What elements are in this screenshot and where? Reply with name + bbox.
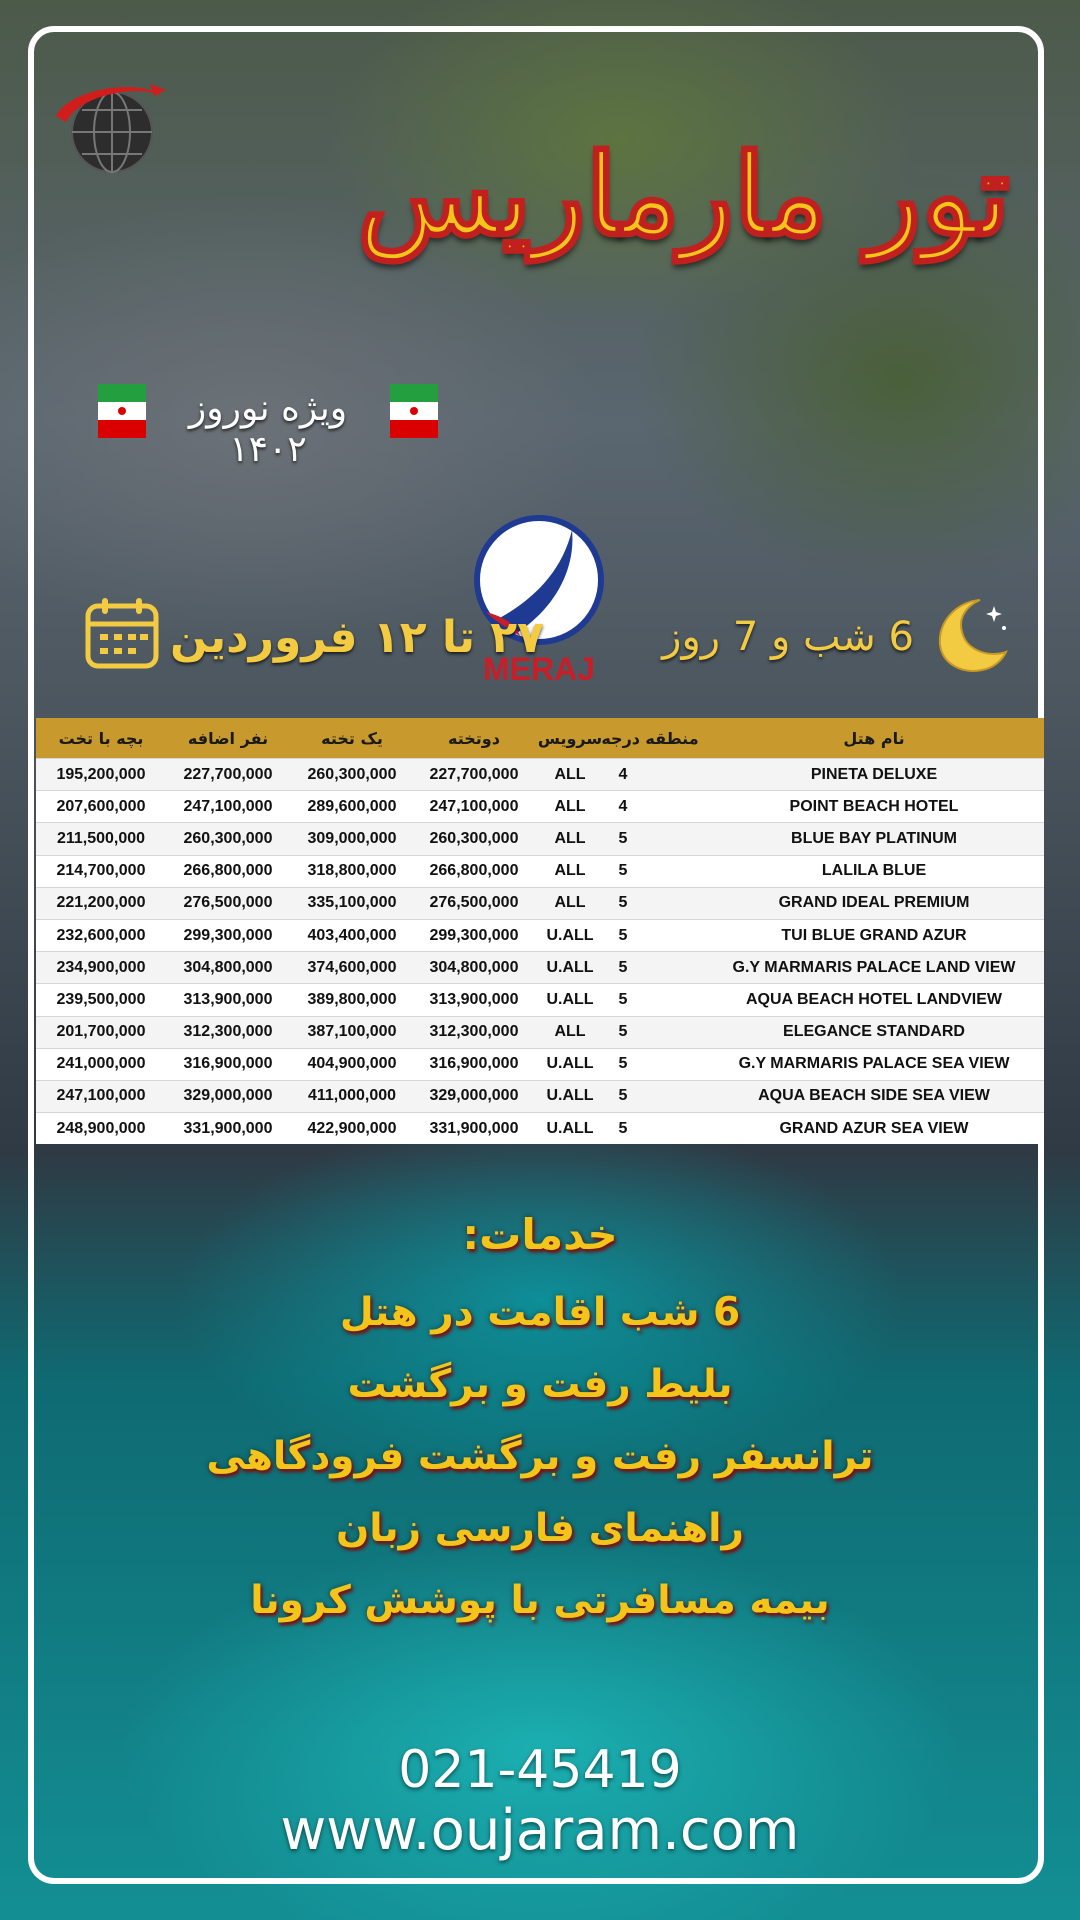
cell-grade: 5 bbox=[618, 1087, 628, 1105]
cell-service: U.ALL bbox=[546, 990, 594, 1008]
cell-service: ALL bbox=[554, 894, 586, 912]
iran-flag-icon bbox=[98, 384, 146, 438]
cell-service: ALL bbox=[554, 1023, 586, 1041]
cell-hotel-name: GRAND AZUR SEA VIEW bbox=[779, 1119, 969, 1137]
cell-grade: 5 bbox=[618, 926, 628, 944]
table-body bbox=[36, 758, 1044, 1144]
tour-title: تور مارماریس bbox=[357, 130, 1010, 261]
calendar-icon bbox=[84, 596, 160, 672]
tour-duration: 6 شب و 7 روز bbox=[662, 614, 914, 660]
header-service: سرویس bbox=[537, 728, 603, 748]
cell-double: 329,000,000 bbox=[429, 1087, 519, 1105]
cell-service: U.ALL bbox=[546, 1119, 594, 1137]
table-row bbox=[36, 887, 1044, 919]
nowruz-subtitle: ویژه نوروز ۱۴۰۲ bbox=[188, 388, 348, 470]
website-url: www.oujaram.com bbox=[280, 1798, 800, 1863]
cell-grade: 5 bbox=[618, 958, 628, 976]
cell-service: ALL bbox=[554, 797, 586, 815]
cell-child: 201,700,000 bbox=[56, 1023, 146, 1041]
cell-extra: 276,500,000 bbox=[183, 894, 273, 912]
header-child: بچه با تخت bbox=[58, 728, 144, 748]
tour-dates: ۲۷ تا ۱۲ فروردین bbox=[170, 612, 545, 663]
table-row bbox=[36, 919, 1044, 951]
cell-double: 266,800,000 bbox=[429, 862, 519, 880]
cell-extra: 329,000,000 bbox=[183, 1087, 273, 1105]
cell-child: 214,700,000 bbox=[56, 862, 146, 880]
header-region: منطقه bbox=[645, 728, 699, 748]
cell-extra: 313,900,000 bbox=[183, 990, 273, 1008]
cell-service: U.ALL bbox=[546, 1087, 594, 1105]
service-item: ترانسفر رفت و برگشت فرودگاهی bbox=[206, 1434, 874, 1479]
cell-service: ALL bbox=[554, 862, 586, 880]
cell-service: ALL bbox=[554, 765, 586, 783]
cell-grade: 4 bbox=[618, 765, 628, 783]
cell-single: 374,600,000 bbox=[307, 958, 397, 976]
globe-airplane-logo bbox=[50, 70, 170, 180]
table-row bbox=[36, 983, 1044, 1015]
price-table bbox=[36, 718, 1044, 1144]
services-block bbox=[0, 1210, 1080, 1637]
services-title: خدمات: bbox=[462, 1210, 618, 1259]
cell-hotel-name: ELEGANCE STANDARD bbox=[783, 1023, 965, 1041]
cell-hotel-name: PINETA DELUXE bbox=[810, 765, 938, 783]
cell-grade: 4 bbox=[618, 797, 628, 815]
cell-single: 389,800,000 bbox=[307, 990, 397, 1008]
cell-hotel-name: TUI BLUE GRAND AZUR bbox=[781, 926, 967, 944]
cell-single: 387,100,000 bbox=[307, 1023, 397, 1041]
cell-extra: 247,100,000 bbox=[183, 797, 273, 815]
cell-extra: 260,300,000 bbox=[183, 829, 273, 847]
table-row bbox=[36, 951, 1044, 983]
cell-hotel-name: G.Y MARMARIS PALACE SEA VIEW bbox=[738, 1055, 1010, 1073]
cell-single: 335,100,000 bbox=[307, 894, 397, 912]
service-item: 6 شب اقامت در هتل bbox=[339, 1290, 741, 1335]
service-item: راهنمای فارسی زبان bbox=[336, 1506, 744, 1551]
iran-flag-icon bbox=[390, 384, 438, 438]
cell-single: 318,800,000 bbox=[307, 862, 397, 880]
cell-single: 309,000,000 bbox=[307, 829, 397, 847]
header-double: دوتخته bbox=[448, 728, 500, 748]
cell-hotel-name: POINT BEACH HOTEL bbox=[789, 797, 959, 815]
cell-double: 316,900,000 bbox=[429, 1055, 519, 1073]
table-row bbox=[36, 1080, 1044, 1112]
cell-grade: 5 bbox=[618, 990, 628, 1008]
cell-extra: 316,900,000 bbox=[183, 1055, 273, 1073]
cell-service: U.ALL bbox=[546, 1055, 594, 1073]
cell-extra: 331,900,000 bbox=[183, 1119, 273, 1137]
cell-child: 241,000,000 bbox=[56, 1055, 146, 1073]
cell-service: ALL bbox=[554, 829, 586, 847]
table-row bbox=[36, 855, 1044, 887]
cell-child: 195,200,000 bbox=[56, 765, 146, 783]
table-row bbox=[36, 822, 1044, 854]
cell-child: 247,100,000 bbox=[56, 1087, 146, 1105]
cell-child: 232,600,000 bbox=[56, 926, 146, 944]
cell-double: 227,700,000 bbox=[429, 765, 519, 783]
cell-child: 239,500,000 bbox=[56, 990, 146, 1008]
cell-extra: 299,300,000 bbox=[183, 926, 273, 944]
cell-double: 331,900,000 bbox=[429, 1119, 519, 1137]
cell-single: 404,900,000 bbox=[307, 1055, 397, 1073]
header-grade: درجه bbox=[601, 728, 640, 748]
cell-grade: 5 bbox=[618, 1119, 628, 1137]
cell-extra: 304,800,000 bbox=[183, 958, 273, 976]
cell-single: 289,600,000 bbox=[307, 797, 397, 815]
crescent-moon-icon bbox=[928, 592, 1010, 676]
cell-extra: 266,800,000 bbox=[183, 862, 273, 880]
cell-hotel-name: GRAND IDEAL PREMIUM bbox=[778, 894, 970, 912]
cell-grade: 5 bbox=[618, 1023, 628, 1041]
service-item: بلیط رفت و برگشت bbox=[347, 1362, 733, 1407]
cell-double: 260,300,000 bbox=[429, 829, 519, 847]
table-row bbox=[36, 790, 1044, 822]
cell-grade: 5 bbox=[618, 894, 628, 912]
cell-grade: 5 bbox=[618, 1055, 628, 1073]
cell-child: 207,600,000 bbox=[56, 797, 146, 815]
table-row bbox=[36, 758, 1044, 790]
cell-child: 248,900,000 bbox=[56, 1119, 146, 1137]
cell-hotel-name: LALILA BLUE bbox=[821, 862, 927, 880]
service-item: بیمه مسافرتی با پوشش کرونا bbox=[250, 1578, 830, 1623]
airline-logo-text: MERAJ bbox=[482, 651, 596, 687]
cell-double: 299,300,000 bbox=[429, 926, 519, 944]
cell-extra: 227,700,000 bbox=[183, 765, 273, 783]
header-hotel-name: نام هتل bbox=[843, 728, 905, 748]
table-row bbox=[36, 1016, 1044, 1048]
cell-child: 234,900,000 bbox=[56, 958, 146, 976]
cell-single: 422,900,000 bbox=[307, 1119, 397, 1137]
cell-single: 411,000,000 bbox=[307, 1087, 397, 1105]
cell-hotel-name: BLUE BAY PLATINUM bbox=[791, 829, 957, 847]
cell-child: 211,500,000 bbox=[56, 829, 146, 847]
subtitle-row bbox=[98, 380, 438, 470]
cell-double: 247,100,000 bbox=[429, 797, 519, 815]
cell-hotel-name: AQUA BEACH SIDE SEA VIEW bbox=[758, 1087, 990, 1105]
cell-single: 403,400,000 bbox=[307, 926, 397, 944]
airline-logo bbox=[472, 512, 607, 692]
cell-child: 221,200,000 bbox=[56, 894, 146, 912]
table-header-row bbox=[36, 718, 1044, 758]
cell-hotel-name: AQUA BEACH HOTEL LANDVIEW bbox=[746, 990, 1002, 1008]
cell-double: 312,300,000 bbox=[429, 1023, 519, 1041]
header-single: یک تخته bbox=[321, 728, 383, 748]
header-extra: نفر اضافه bbox=[187, 728, 269, 748]
cell-single: 260,300,000 bbox=[307, 765, 397, 783]
cell-service: U.ALL bbox=[546, 926, 594, 944]
cell-grade: 5 bbox=[618, 829, 628, 847]
cell-service: U.ALL bbox=[546, 958, 594, 976]
table-row bbox=[36, 1048, 1044, 1080]
phone-number: 021-45419 bbox=[398, 1740, 682, 1800]
cell-double: 313,900,000 bbox=[429, 990, 519, 1008]
cell-double: 276,500,000 bbox=[429, 894, 519, 912]
cell-double: 304,800,000 bbox=[429, 958, 519, 976]
cell-hotel-name: G.Y MARMARIS PALACE LAND VIEW bbox=[732, 958, 1016, 976]
cell-extra: 312,300,000 bbox=[183, 1023, 273, 1041]
cell-grade: 5 bbox=[618, 862, 628, 880]
table-row bbox=[36, 1112, 1044, 1144]
